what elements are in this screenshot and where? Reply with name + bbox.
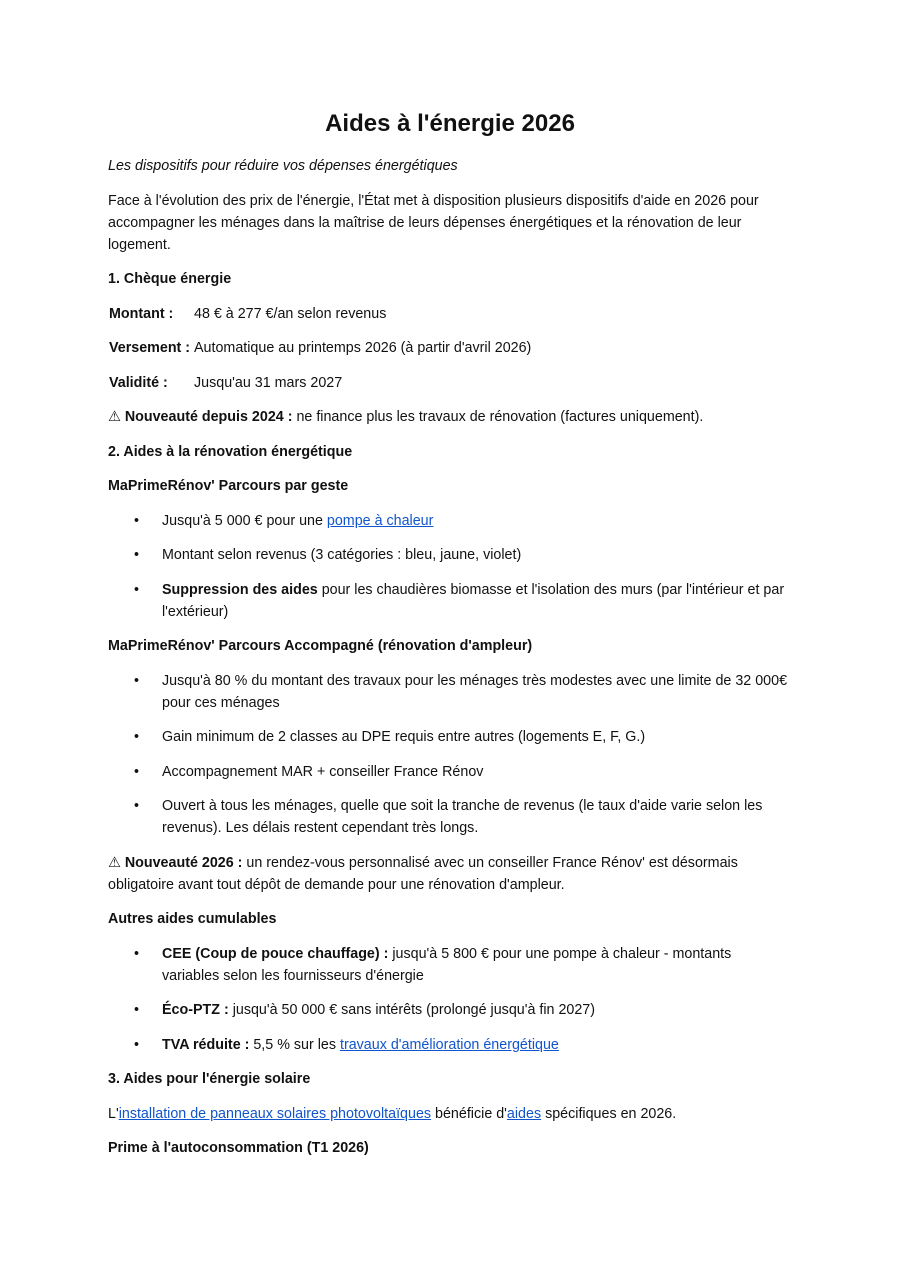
row-label: Versement :	[109, 340, 191, 356]
warning-note	[108, 406, 792, 428]
item-text: Ouvert à tous les ménages, quelle que soit la tranche de revenus (le taux d'aide varie selon les revenus). Les délais restent cependant très longs.	[162, 798, 763, 836]
link-panneaux-solaires[interactable]: installation de panneaux solaires photovoltaïques	[118, 1105, 432, 1122]
item-text: Montant selon revenus (3 catégories : bleu, jaune, violet)	[162, 547, 522, 563]
autres-aides-list	[108, 943, 792, 1056]
warning-label: Nouveauté depuis 2024 :	[124, 409, 293, 425]
warning-text: ne finance plus les travaux de rénovation (factures uniquement).	[292, 409, 704, 425]
item-text: jusqu'à 5 800 € pour une pompe à chaleur - montants variables selon les fournisseurs d'énergie	[162, 945, 732, 984]
list-item	[108, 761, 792, 783]
row-value: Jusqu'au 31 mars 2027	[194, 374, 343, 391]
item-text: jusqu'à 50 000 € sans intérêts (prolongé jusqu'à fin 2027)	[228, 1002, 596, 1018]
text: L'	[108, 1105, 119, 1122]
bullet-icon: •	[134, 945, 140, 962]
list-item	[108, 670, 792, 714]
item-bold: Suppression des aides	[162, 581, 318, 598]
cheque-energie-table	[108, 372, 342, 394]
item-bold: TVA réduite :	[162, 1036, 250, 1053]
row-value: Automatique au printemps 2026 (à partir d'avril 2026)	[194, 340, 532, 356]
cheque-energie-table	[108, 303, 386, 325]
item-text: pour les chaudières biomasse et l'isolation des murs (par l'intérieur et par l'extérieur)	[162, 581, 785, 620]
subheading-accompagne: MaPrimeRénov' Parcours Accompagné (rénovation d'ampleur)	[108, 638, 533, 654]
table-row	[108, 372, 342, 394]
intro-paragraph: Face à l'évolution des prix de l'énergie, l'État met à disposition plusieurs dispositifs d'aide en 2026 pour accompagner les ménages dans la maîtrise de leurs dépenses énergétiques et la rénovation de leur logement.	[108, 192, 759, 253]
list-item	[108, 1034, 792, 1056]
warning-text: un rendez-vous personnalisé avec un conseiller France Rénov' est désormais obligatoire avant tout dépôt de demande pour une rénovation d'ampleur.	[108, 854, 738, 893]
bullet-icon: •	[134, 1002, 140, 1018]
item-bold: Éco-PTZ :	[162, 1002, 229, 1018]
item-text: 5,5 % sur les	[249, 1036, 340, 1053]
text: bénéficie d'	[431, 1105, 507, 1122]
subheading-par-geste: MaPrimeRénov' Parcours par geste	[108, 478, 349, 494]
item-text: Gain minimum de 2 classes au DPE requis entre autres (logements E, F, G.)	[162, 729, 646, 745]
par-geste-list	[108, 510, 792, 623]
cheque-energie-table	[108, 337, 531, 359]
item-bold: CEE (Coup de pouce chauffage) :	[162, 945, 389, 962]
warning-icon: ⚠	[108, 854, 121, 871]
item-text: Accompagnement MAR + conseiller France Rénov	[162, 763, 484, 780]
link-aides[interactable]: aides	[506, 1105, 542, 1122]
table-row	[108, 303, 386, 325]
section-heading-cheque-energie: 1. Chèque énergie	[108, 271, 232, 287]
section-heading-solaire: 3. Aides pour l'énergie solaire	[108, 1071, 311, 1087]
item-text: Jusqu'à 80 % du montant des travaux pour les ménages très modestes avec une limite de 32 000€ pour ces ménages	[162, 672, 788, 711]
section-heading-renovation: 2. Aides à la rénovation énergétique	[108, 443, 353, 460]
bullet-icon: •	[134, 672, 140, 689]
subheading-autres-aides: Autres aides cumulables	[108, 911, 277, 927]
bullet-icon: •	[134, 729, 140, 745]
warning-icon: ⚠	[108, 409, 121, 425]
warning-label: Nouveauté 2026 :	[124, 854, 243, 871]
subheading-prime-autoconsommation: Prime à l'autoconsommation (T1 2026)	[108, 1140, 369, 1156]
list-item	[108, 999, 792, 1021]
accompagne-list	[108, 670, 792, 840]
text: spécifiques en 2026.	[541, 1105, 677, 1122]
list-item	[108, 510, 792, 532]
list-item	[108, 726, 792, 748]
bullet-icon: •	[134, 547, 140, 563]
solaire-paragraph	[108, 1103, 792, 1125]
list-item	[108, 943, 792, 987]
subtitle: Les dispositifs pour réduire vos dépenses énergétiques	[108, 158, 458, 174]
page-title: Aides à l'énergie 2026	[325, 110, 575, 137]
list-item	[108, 795, 792, 839]
item-text: Jusqu'à 5 000 € pour une	[162, 512, 327, 529]
table-row	[108, 337, 531, 359]
bullet-icon: •	[134, 581, 140, 598]
link-pompe-a-chaleur[interactable]: pompe à chaleur	[326, 512, 434, 529]
row-label: Validité :	[109, 374, 168, 391]
bullet-icon: •	[134, 798, 140, 814]
list-item	[108, 544, 792, 566]
row-value: 48 € à 277 €/an selon revenus	[194, 305, 387, 322]
warning-note	[108, 852, 792, 896]
list-item	[108, 579, 792, 623]
document-page	[108, 107, 792, 1172]
row-label: Montant :	[109, 305, 174, 322]
bullet-icon: •	[134, 1036, 140, 1053]
bullet-icon: •	[134, 512, 140, 529]
link-travaux-amelioration[interactable]: travaux d'amélioration énergétique	[339, 1036, 559, 1053]
bullet-icon: •	[134, 763, 140, 780]
